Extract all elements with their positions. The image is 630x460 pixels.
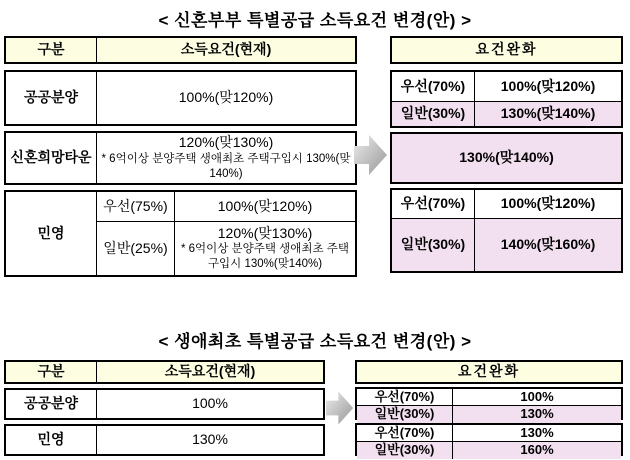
- row-public-sale: [4, 388, 325, 420]
- label-cell: 신혼희망타운: [6, 133, 97, 183]
- row-private-sale: [4, 190, 357, 277]
- value-cell: 130%: [520, 425, 554, 440]
- label-cell: 공공분양: [6, 72, 97, 124]
- sublabel-cell: 일반(30%): [357, 442, 453, 458]
- row-private-sale: [4, 424, 325, 456]
- value-cell: 100%: [520, 389, 554, 404]
- value-note: * 6억이상 분양주택 생애최초 주택구입시 130%(맞140%): [101, 152, 351, 180]
- value-cell: 160%: [453, 442, 621, 458]
- subrow-general: [357, 406, 621, 422]
- label-cell: 민영: [6, 192, 97, 275]
- value-cell: 100%(맞120%): [500, 77, 596, 94]
- value-cell: 100%(맞120%): [178, 89, 274, 106]
- subrow-priority: [357, 425, 621, 442]
- private-subrows: [97, 192, 355, 275]
- arrow-right-icon: [354, 133, 388, 177]
- value-line: 120%(맞130%): [178, 134, 274, 151]
- value-line: 120%(맞130%): [217, 224, 313, 241]
- header-cell-income: 소득요건(현재): [164, 363, 256, 380]
- sublabel-cell: 우선(75%): [97, 192, 175, 221]
- row-hope-town: [4, 131, 357, 185]
- subrow-general: [97, 222, 355, 275]
- subrow-priority: [392, 72, 621, 102]
- subrow-priority: [392, 190, 621, 219]
- sublabel-cell: 일반(30%): [392, 219, 475, 271]
- table-header-row: [4, 360, 325, 384]
- sublabel-cell: 일반(25%): [97, 222, 175, 275]
- sublabel-cell: 일반(30%): [357, 406, 453, 422]
- sublabel-cell: 우선(70%): [392, 72, 475, 101]
- header-cell-relaxed: 요건완화: [457, 363, 521, 380]
- arrow-right-icon: [326, 389, 354, 427]
- subrow-general: [357, 442, 621, 458]
- sublabel-cell: 우선(70%): [357, 425, 453, 441]
- header-cell-relaxed: 요건완화: [475, 41, 538, 58]
- value-cell: 140%(맞160%): [475, 219, 621, 271]
- header-cell-category: 구분: [6, 38, 97, 62]
- header-cell-category: 구분: [6, 362, 97, 382]
- value-cell: 100%(맞120%): [217, 197, 313, 214]
- value-cell: 100%: [192, 395, 228, 412]
- value-cell: 130%: [192, 431, 228, 448]
- table-header-row: [355, 360, 623, 384]
- sublabel-cell: 우선(70%): [392, 190, 475, 218]
- group-hope-town: [390, 132, 623, 184]
- sublabel-cell: 우선(70%): [357, 389, 453, 405]
- value-cell: 130%(맞140%): [475, 102, 621, 126]
- header-cell-income: 소득요건(현재): [180, 41, 272, 58]
- group-private: [390, 188, 623, 273]
- group-private: [355, 423, 623, 456]
- value-note: * 6억이상 분양주택 생애최초 주택구입시 130%(맞140%): [180, 243, 350, 271]
- label-cell: 민영: [6, 426, 97, 454]
- row-public-sale: [4, 70, 357, 126]
- value-cell: [175, 222, 355, 275]
- label-cell: 공공분양: [6, 390, 97, 418]
- group-public: [355, 387, 623, 420]
- merged-value-cell: 130%(맞140%): [459, 149, 554, 166]
- subrow-priority: [97, 192, 355, 222]
- subrow-general: [392, 102, 621, 126]
- table-header-row: [390, 36, 623, 64]
- group-public: [390, 70, 623, 128]
- section2-title: < 생애최초 특별공급 소득요건 변경(안) >: [158, 332, 472, 351]
- value-cell: [97, 133, 355, 183]
- table-header-row: [4, 36, 357, 64]
- subrow-priority: [357, 389, 621, 406]
- sublabel-cell: 일반(30%): [392, 102, 475, 126]
- subrow-general: [392, 219, 621, 271]
- section1-title: < 신혼부부 특별공급 소득요건 변경(안) >: [158, 11, 472, 30]
- value-cell: 130%: [453, 406, 621, 422]
- value-cell: 100%(맞120%): [500, 195, 596, 212]
